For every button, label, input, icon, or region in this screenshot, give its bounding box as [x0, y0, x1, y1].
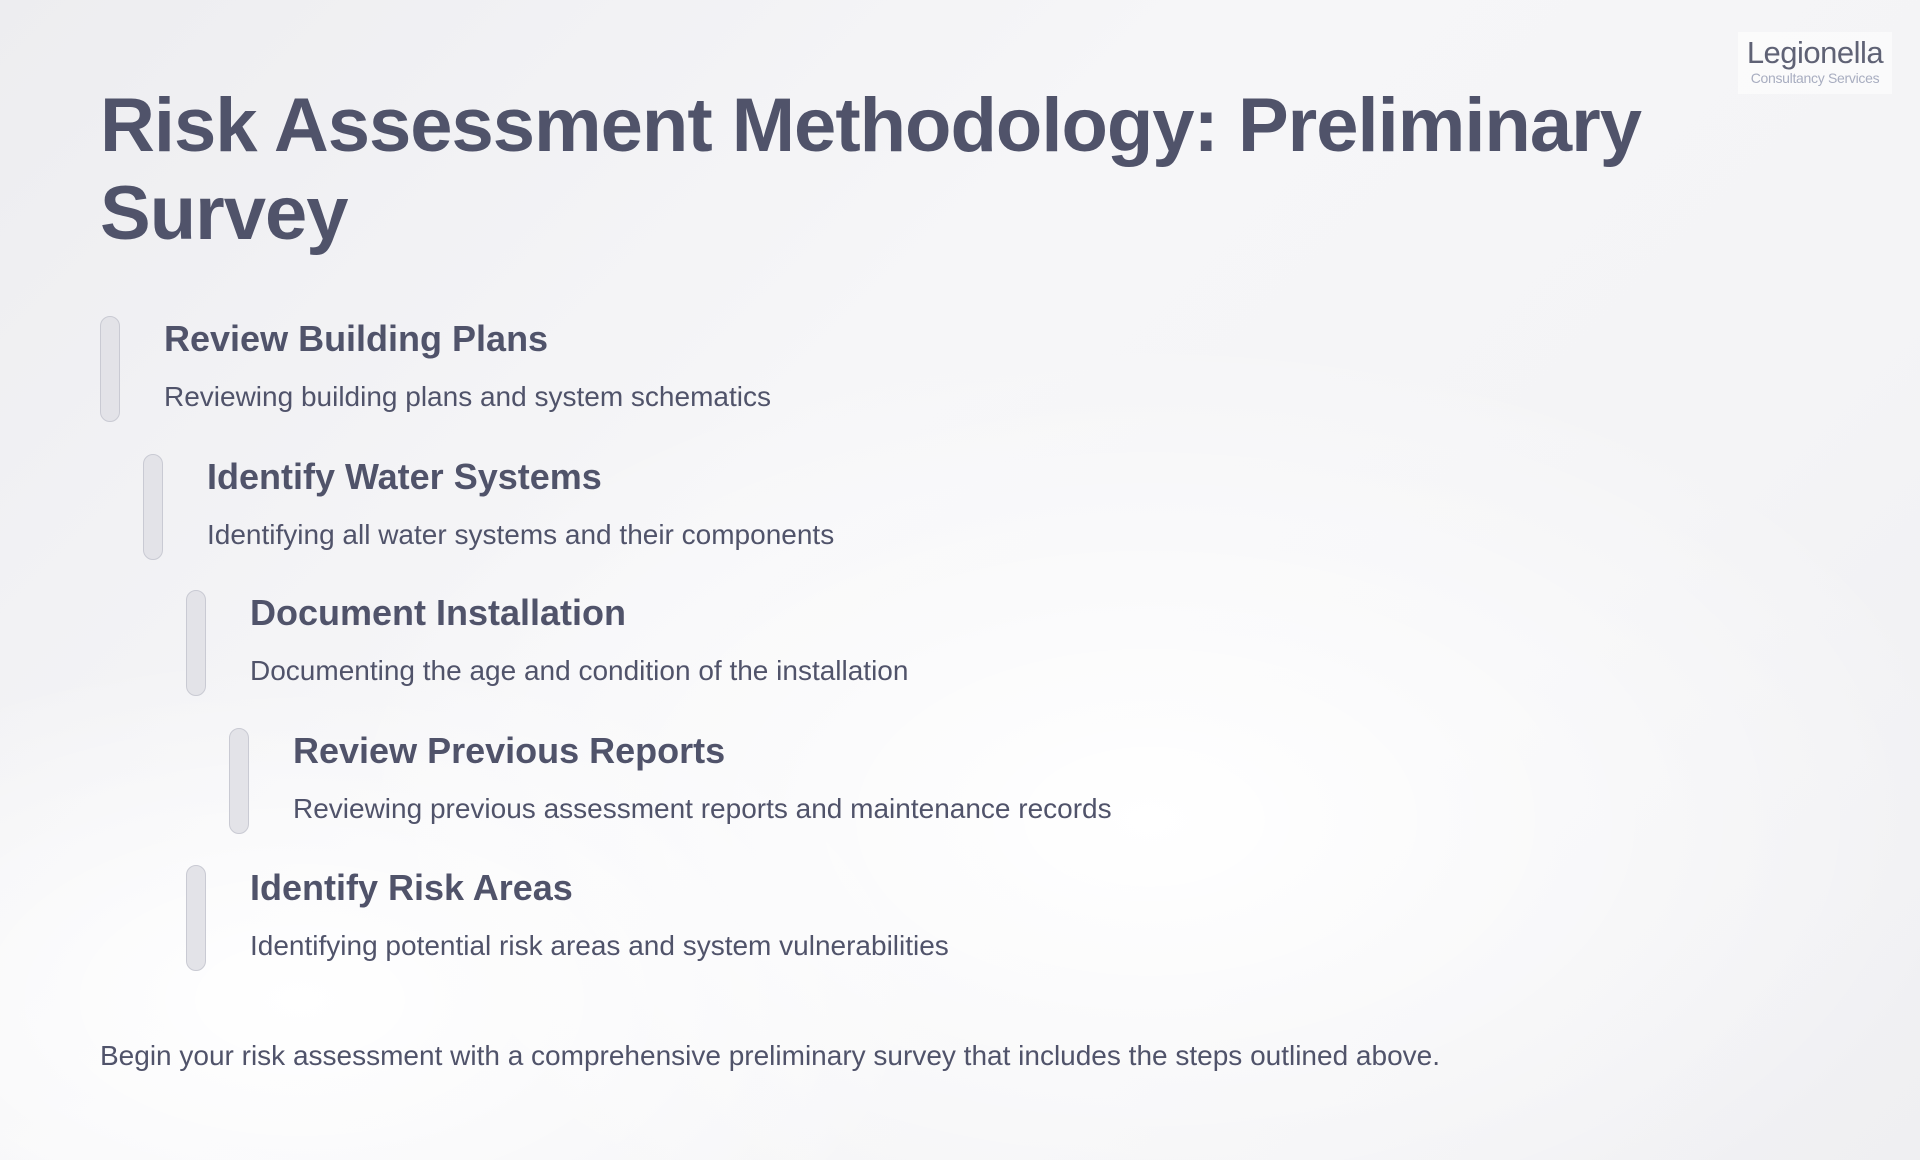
- step-description: Documenting the age and condition of the installation: [250, 655, 909, 686]
- step-title: Document Installation: [250, 592, 627, 633]
- step-marker: [143, 454, 163, 560]
- step-marker: [229, 728, 249, 834]
- step-title: Review Previous Reports: [293, 730, 726, 771]
- step-marker: [186, 865, 206, 971]
- step-description: Reviewing previous assessment reports and maintenance records: [293, 793, 1112, 824]
- step-marker: [100, 316, 120, 422]
- logo-name: Legionella: [1746, 35, 1884, 70]
- step-title: Identify Water Systems: [207, 456, 602, 497]
- step-description: Identifying all water systems and their components: [207, 519, 835, 550]
- footer-summary: Begin your risk assessment with a comprehensive preliminary survey that includes the steps outlined above.: [100, 1040, 1440, 1071]
- company-logo: [1738, 32, 1892, 94]
- step-description: Identifying potential risk areas and system vulnerabilities: [250, 930, 949, 961]
- step-title: Review Building Plans: [164, 318, 549, 359]
- step-title: Identify Risk Areas: [250, 867, 573, 908]
- logo-tagline: Consultancy Services: [1750, 70, 1880, 86]
- page-title: Risk Assessment Methodology: Preliminary Survey: [100, 83, 1641, 256]
- step-marker: [186, 590, 206, 696]
- step-description: Reviewing building plans and system schematics: [164, 381, 771, 412]
